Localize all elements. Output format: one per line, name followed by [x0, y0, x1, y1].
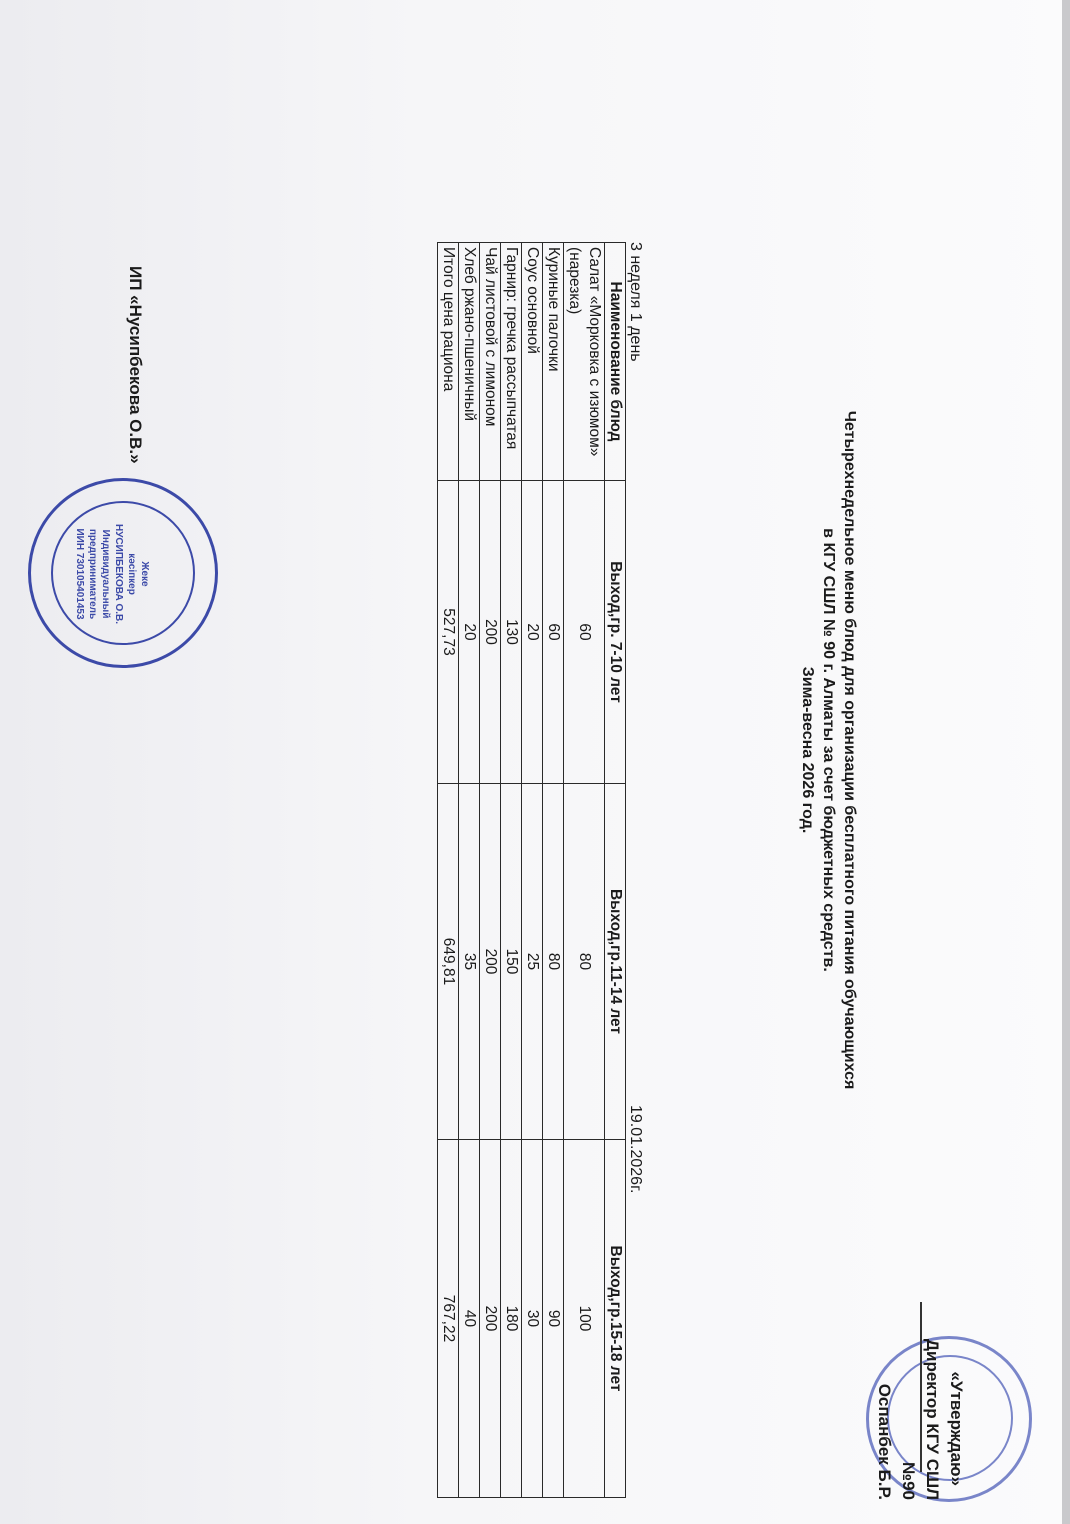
yield-7-10: 200 — [480, 481, 501, 784]
approval-position: Директор КГУ СШЛ №90 — [899, 1338, 942, 1500]
table-row — [564, 243, 605, 1498]
week-label: 3 неделя 1 день — [627, 242, 644, 362]
table-row — [543, 243, 564, 1498]
total-11-14: 649,81 — [438, 784, 459, 1140]
menu-table — [437, 242, 626, 1498]
table-row — [480, 243, 501, 1498]
header-yield-11-14: Выход,гр.11-14 лет — [605, 784, 626, 1140]
total-15-18: 767,22 — [438, 1140, 459, 1498]
dish-name: Куриные палочки — [543, 243, 564, 481]
dish-name: Гарнир: гречка рассыпчатая — [501, 243, 522, 481]
title-line-1: Четырехнедельное меню блюд для организации бесплатного питания обучающихся — [841, 410, 858, 1090]
title-line-3: Зима-весна 2026 год. — [799, 666, 816, 834]
total-7-10: 527,73 — [438, 481, 459, 784]
stamp-line: НУСИПБЕКОВА О.В. — [113, 523, 124, 625]
yield-11-14: 80 — [543, 784, 564, 1140]
stamp-line: Индивидуальный — [100, 529, 111, 619]
table-row — [459, 243, 480, 1498]
yield-7-10: 60 — [543, 481, 564, 784]
total-label: Итого цена рациона — [438, 243, 459, 481]
table-row — [522, 243, 543, 1498]
yield-7-10: 60 — [564, 481, 605, 784]
yield-15-18: 200 — [480, 1140, 501, 1498]
yield-11-14: 35 — [459, 784, 480, 1140]
yield-11-14: 200 — [480, 784, 501, 1140]
signature-line — [920, 1302, 922, 1472]
yield-15-18: 100 — [564, 1140, 605, 1498]
header-dish: Наименование блюд — [605, 243, 626, 481]
dish-name: Чай листовой с лимоном — [480, 243, 501, 481]
ip-stamp-icon — [28, 478, 218, 668]
yield-11-14: 80 — [564, 784, 605, 1140]
yield-15-18: 90 — [543, 1140, 564, 1498]
yield-7-10: 130 — [501, 481, 522, 784]
stamp-line: предприниматель — [87, 528, 98, 620]
yield-15-18: 180 — [501, 1140, 522, 1498]
ip-signature: ИП «Нусипбекова О.В.» — [126, 266, 145, 464]
yield-11-14: 25 — [522, 784, 543, 1140]
header-yield-15-18: Выход,гр.15-18 лет — [605, 1140, 626, 1498]
yield-7-10: 20 — [459, 481, 480, 784]
document-title — [797, 250, 860, 1250]
ip-stamp-text — [73, 509, 151, 639]
table-header-row — [605, 243, 626, 1498]
stamp-line: Жеке — [139, 561, 150, 587]
yield-15-18: 30 — [522, 1140, 543, 1498]
yield-11-14: 150 — [501, 784, 522, 1140]
dish-name: Соус основной — [522, 243, 543, 481]
table-total-row — [438, 243, 459, 1498]
table-row — [501, 243, 522, 1498]
title-line-2: в КГУ СШЛ № 90 г. Алматы за счет бюджетных средств. — [820, 528, 837, 972]
dish-name: Салат «Морковка с изюмом» (нарезка) — [564, 243, 605, 481]
approval-heading: «Утверждаю» — [947, 1371, 966, 1486]
dish-name: Хлеб ржано-пшеничный — [459, 243, 480, 481]
stamp-line: кәсіпкер — [126, 553, 137, 595]
yield-7-10: 20 — [522, 481, 543, 784]
stamp-line: ИИН 730105401453 — [74, 528, 85, 620]
approval-name: Оспанбек Б.Р. — [875, 1383, 894, 1500]
yield-15-18: 40 — [459, 1140, 480, 1498]
header-yield-7-10: Выход,гр. 7-10 лет — [605, 481, 626, 784]
menu-date: 19.01.2026г. — [627, 1105, 644, 1194]
